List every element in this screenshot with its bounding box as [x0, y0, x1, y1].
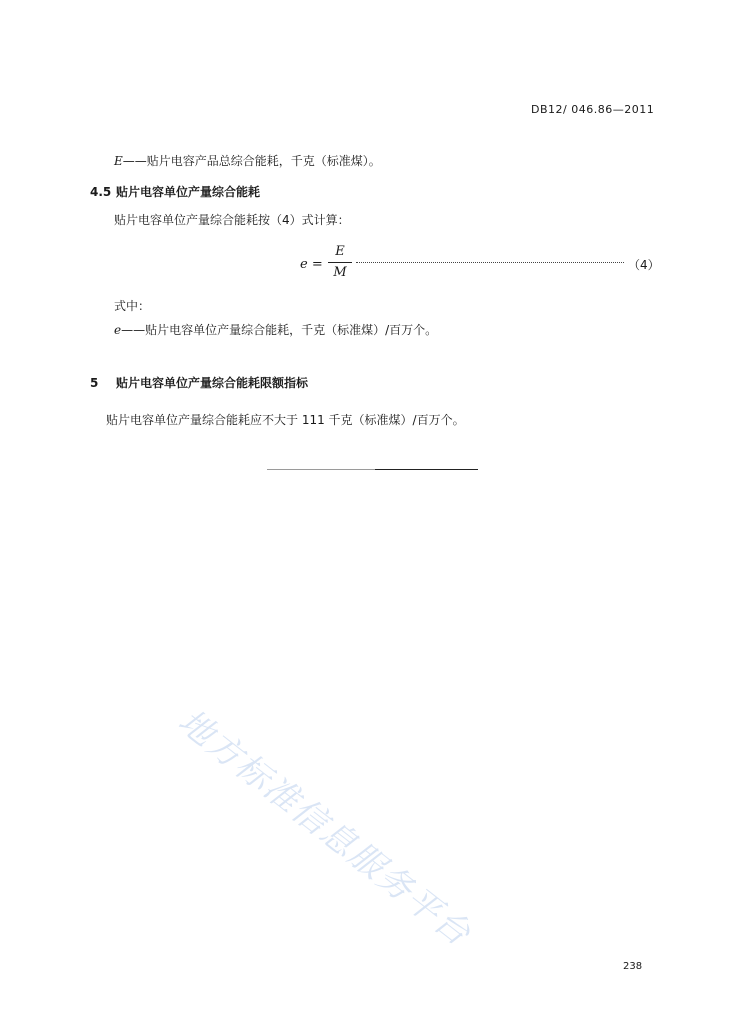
section-5-title: 贴片电容单位产量综合能耗限额指标: [116, 376, 309, 390]
where-label: 式中：: [114, 299, 151, 313]
definition-E: [114, 152, 381, 169]
watermark: 地方标准信息服务平台: [170, 701, 479, 955]
end-line-left: [267, 469, 375, 470]
formula-numerator: E: [335, 244, 345, 259]
calculation-text: 贴片电容单位产量综合能耗按（4）式计算：: [114, 213, 350, 227]
section-5-body: 贴片电容单位产量综合能耗应不大于 111 千克（标准煤）/百万个。: [106, 413, 465, 427]
formula-4: [300, 244, 660, 284]
formula-leader-dots: [356, 256, 624, 263]
definition-e-text: ——贴片电容单位产量综合能耗，千克（标准煤）/百万个。: [121, 323, 438, 337]
definition-E-text: ——贴片电容产品总综合能耗，千克（标准煤）。: [122, 154, 381, 168]
formula-lhs: [300, 257, 323, 272]
symbol-e: e: [114, 323, 122, 337]
formula-lhs-symbol: e: [300, 257, 308, 272]
section-5-heading: [90, 374, 308, 391]
formula-number: （4）: [628, 258, 660, 272]
section-4-5-number: 4.5: [90, 185, 112, 199]
definition-e: [114, 321, 437, 338]
standard-code-header: DB12/ 046.86—2011: [531, 103, 655, 116]
section-4-5-title: 贴片电容单位产量综合能耗: [116, 185, 261, 199]
formula-equals: =: [311, 257, 323, 272]
end-line-right: [375, 469, 478, 470]
formula-denominator: M: [333, 265, 347, 280]
section-5-number: 5: [90, 376, 99, 390]
page-number: 238: [623, 961, 643, 972]
symbol-E: E: [114, 154, 123, 168]
section-4-5-heading: [90, 183, 260, 200]
formula-fraction: [328, 244, 352, 280]
